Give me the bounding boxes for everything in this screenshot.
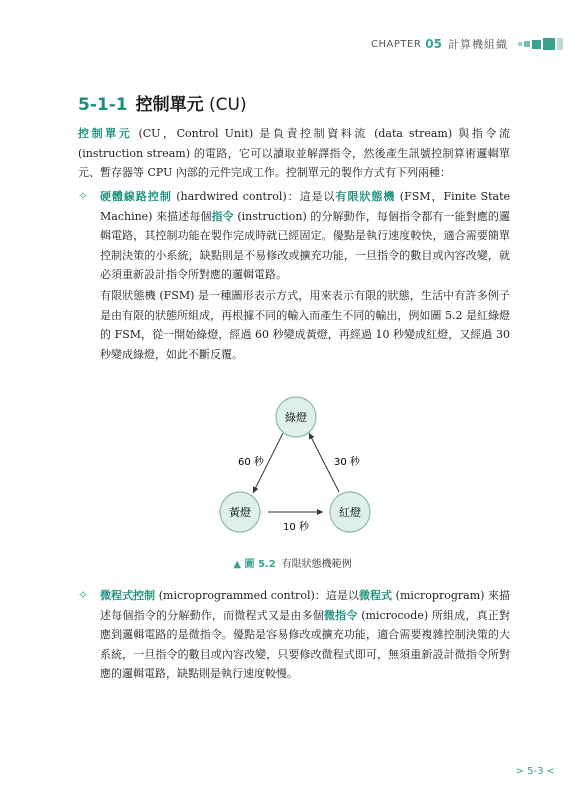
chapter-label: CHAPTER (371, 38, 422, 50)
node-red-label: 紅燈 (339, 506, 361, 519)
bullet-hardwired-text (100, 187, 510, 285)
term-microprogram: 微程式 (358, 589, 393, 602)
fsm-diagram (210, 395, 380, 545)
diamond-bullet-icon: ✧ (78, 189, 89, 203)
term-fsm: 有限狀態機 (335, 190, 396, 203)
section-title-en: (CU) (209, 95, 247, 115)
intro-text: (CU，Control Unit) 是負責控制資料流 (data stream) 與指令流 (instruction stream) 的電路，它可以讀取並解譯指令，然後產生訊號控制算術邏輯單元、暫存器等 CPU 內部的元件完成工作。控制單元的製作方式有下列兩種： (78, 127, 511, 179)
running-header (371, 36, 563, 52)
figure-caption (0, 555, 585, 570)
text-segment: (hardwired control)：這是以 (171, 190, 336, 203)
term-microprogrammed: 微程式控制 (100, 589, 156, 602)
section-title-cn: 控制單元 (135, 95, 204, 115)
chapter-number: 05 (425, 37, 442, 51)
intro-paragraph (78, 124, 510, 183)
term-microcode: 微指令 (323, 608, 358, 622)
text-segment: (FSM，Finite State Machine) 來描述每個 (100, 190, 511, 223)
diamond-bullet-icon: ✧ (78, 588, 89, 602)
page-number: > 5-3 < (515, 766, 555, 777)
text-segment: (instruction) 的分解動作，每個指令都有一能對應的邏輯電路，其控制功能在製作完成時就已經固定。優點是執行速度較快，適合需要簡單控制決策的小系統，缺點則是不易修改或擴充功能，一旦指令的數目或內容改變，就必須重新設計指令所對應的邏輯電路。 (100, 209, 511, 281)
term-instruction: 指令 (211, 209, 234, 223)
section-number: 5-1-1 (78, 95, 128, 115)
edge-label-60: 60 秒 (238, 457, 264, 468)
text-segment: (microcode) 所組成，真正對應到邏輯電路的是微指令。優點是容易修改或擴充功能，適合需要複雜控制決策的大系統，一旦指令的數目或內容改變，只要修改微程式即可，無須重新設計微指令所對應的邏輯電路，缺點則是執行速度較慢。 (100, 608, 511, 680)
edge-label-10: 10 秒 (283, 522, 309, 533)
node-green-label: 綠燈 (285, 411, 307, 424)
text-segment: (microprogrammed control)：這是以 (155, 589, 359, 602)
header-decoration (518, 38, 563, 50)
bullet-microprogrammed (78, 586, 510, 684)
chapter-title: 計算機組織 (448, 38, 508, 51)
bullet-microprogrammed-text (100, 586, 510, 684)
term-hardwired: 硬體線路控制 (100, 190, 172, 203)
edge-label-30: 30 秒 (334, 457, 360, 468)
fsm-paragraph: 有限狀態機 (FSM) 是一種圖形表示方式，用來表示有限的狀態，生活中有許多例子是由有限的狀態所組成，再根據不同的輸入而產生不同的輸出，例如圖 5.2 是紅綠燈的 FSM，從一開始綠燈，經過 60 秒變成黃燈，再經過 10 秒變成紅燈，又經過 30 秒變成綠燈，如此不斷反覆。 (100, 289, 510, 361)
section-heading (78, 90, 247, 115)
figure-number: ▲ 圖 5.2 (233, 559, 276, 570)
node-yellow-label: 黃燈 (229, 506, 251, 519)
text-segment: (microprogram) 來描述每個指令的分解動作，而微程式又是由多個 (100, 589, 511, 622)
figure-caption-text: 有限狀態機範例 (281, 559, 352, 570)
bullet-hardwired (78, 187, 510, 285)
intro-term: 控制單元 (78, 127, 133, 140)
